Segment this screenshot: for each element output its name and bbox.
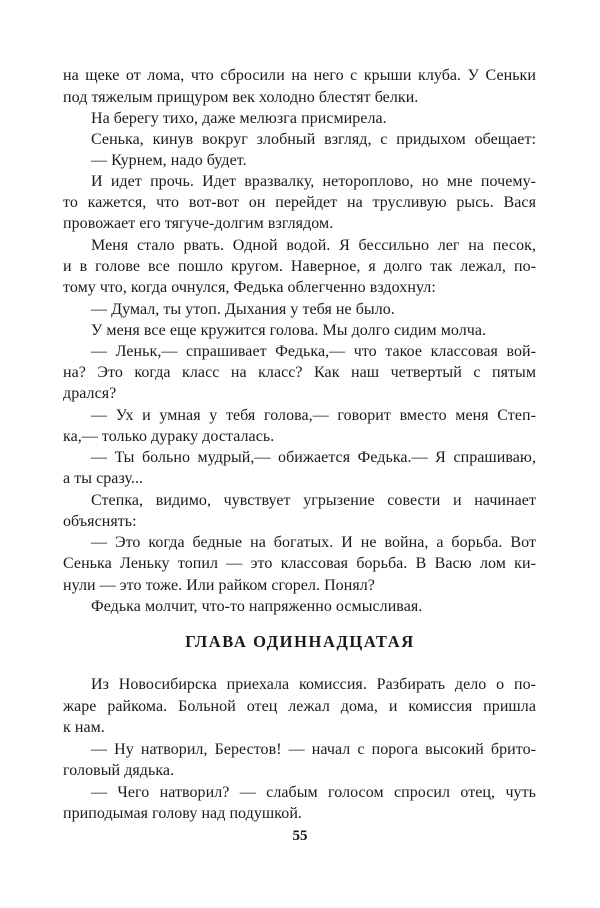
text-line: на? Это когда класс на класс? Как наш четвертый с пятым: [63, 364, 536, 381]
text-line: — Это когда бедные на богатых. И не война, а борьба. Вот: [91, 534, 536, 551]
text-line: — Думал, ты утоп. Дыхания у тебя не было.: [91, 301, 395, 318]
text-line: а ты сразу...: [63, 470, 144, 487]
text-line: ка,— только дураку досталась.: [63, 428, 275, 445]
text-line: И идет прочь. Идет вразвалку, нетороплово, но мне почему-: [91, 173, 536, 190]
text-line: Из Новосибирска приехала комиссия. Разбирать дело о по-: [91, 676, 536, 693]
text-line: к нам.: [63, 719, 105, 736]
text-line: приподымая голову над подушкой.: [63, 805, 302, 822]
text-line: — Курнем, надо будет.: [91, 152, 247, 169]
text-line: нули — это тоже. Или райком сгорел. Понял?: [63, 577, 375, 594]
text-line: на щеке от лома, что сбросили на него с крыши клуба. У Сеньки: [63, 67, 536, 84]
text-line: — Ты больно мудрый,— обижается Федька.— Я спрашиваю,: [91, 449, 536, 466]
text-line: Степка, видимо, чувствует угрызение совести и начинает: [91, 492, 536, 509]
text-line: — Чего натворил? — слабым голосом спросил отец, чуть: [91, 784, 536, 801]
text-line: тому что, когда очнулся, Федька облегченно вздохнул:: [63, 279, 436, 296]
text-line: объяснять:: [63, 513, 137, 530]
text-line: — Леньк,— спрашивает Федька,— что такое классовая вой-: [91, 343, 536, 360]
text-line: то кажется, что вот-вот он перейдет на трусливую рысь. Вася: [63, 194, 536, 211]
text-line: провожает его тягуче-долгим взглядом.: [63, 215, 334, 232]
text-line: головый дядька.: [63, 762, 175, 779]
text-line: Меня стало рвать. Одной водой. Я бессильно лег на песок,: [91, 237, 536, 254]
text-line: Федька молчит, что-то напряженно осмысливая.: [91, 598, 423, 615]
text-line: жаре райкома. Больной отец лежал дома, и комиссия пришла: [63, 698, 536, 715]
text-line: Сенька Леньку топил — это классовая борьба. В Васю лом ки-: [63, 555, 536, 572]
text-line: Сенька, кинув вокруг злобный взгляд, с придыхом обещает:: [91, 131, 536, 148]
text-line: дрался?: [63, 385, 117, 402]
text-line: У меня все еще кружится голова. Мы долго сидим молча.: [91, 322, 487, 339]
page-number: 55: [292, 828, 308, 844]
text-line: и в голове все пошло кругом. Наверное, я долго так лежал, по-: [63, 258, 536, 275]
text-line: — Ну натворил, Берестов! — начал с порога высокий брито-: [91, 741, 536, 758]
text-line: — Ух и умная у тебя голова,— говорит вместо меня Степ-: [91, 407, 536, 424]
text-line: На берегу тихо, даже мелюзга присмирела.: [91, 110, 387, 127]
chapter-title: ГЛАВА ОДИННАДЦАТАЯ: [185, 632, 415, 651]
text-line: под тяжелым прищуром век холодно блестят белки.: [63, 89, 419, 106]
